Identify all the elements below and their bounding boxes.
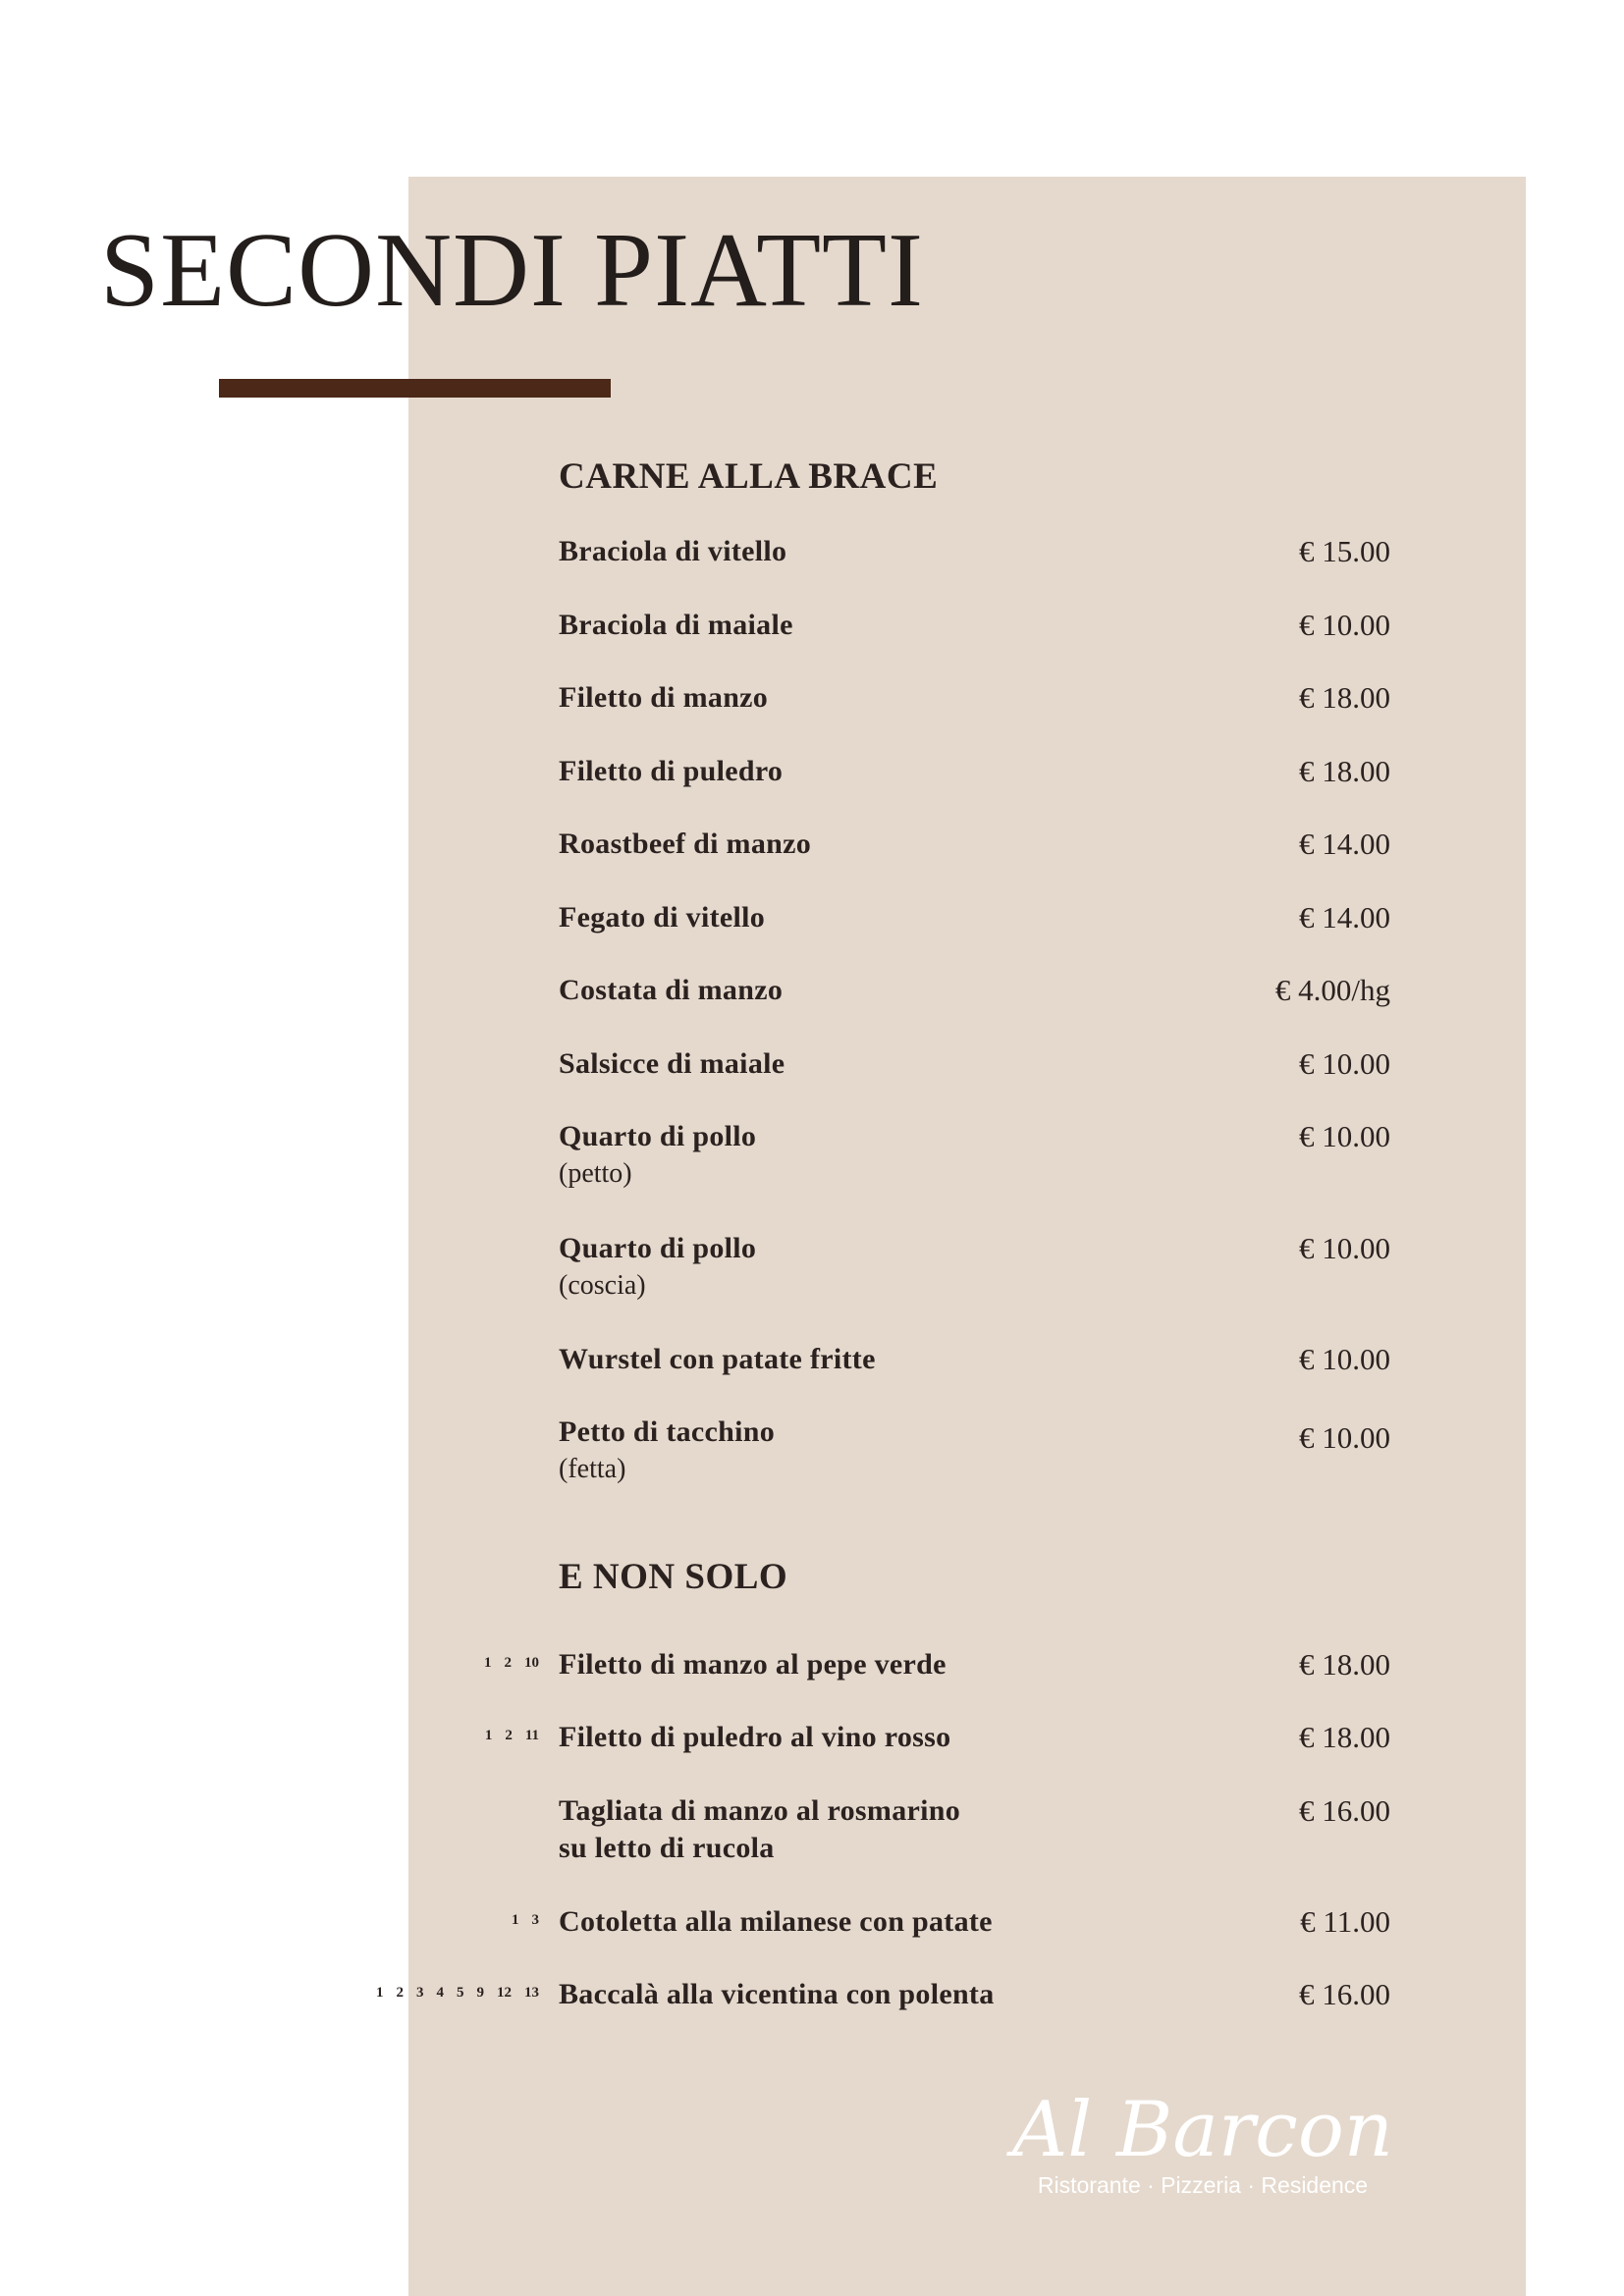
allergen-codes [484,1653,539,1673]
item-name: Cotoletta alla milanese con patate [559,1905,993,1938]
item-price: € 10.00 [1299,608,1390,642]
item-name: Roastbeef di manzo [559,828,812,860]
allergen-code: 9 [476,1985,484,2001]
allergen-code: 2 [396,1985,404,2001]
title-underline [219,379,611,398]
item-price: € 10.00 [1299,1119,1390,1153]
menu-item [0,1976,1624,2055]
allergen-code: 4 [436,1985,444,2001]
page-title: SECONDI PIATTI [100,212,924,329]
item-price: € 18.00 [1299,1720,1390,1754]
item-price: € 14.00 [1299,900,1390,934]
item-price: € 4.00/hg [1274,973,1390,1007]
menu-item [0,1118,1624,1197]
item-name: Braciola di maiale [559,609,793,641]
allergen-code: 1 [512,1912,519,1928]
allergen-code: 13 [524,1985,539,2001]
item-name: Braciola di vitello [559,535,787,567]
item-price: € 15.00 [1299,534,1390,568]
item-price: € 10.00 [1299,1420,1390,1455]
item-name: Wurstel con patate fritte [559,1343,876,1375]
allergen-code: 1 [484,1728,493,1743]
item-price: € 10.00 [1299,1046,1390,1081]
item-name: Salsicce di maiale [559,1047,785,1080]
menu-item [0,1792,1624,1871]
item-name: Baccalà alla vicentina con polenta [559,1978,995,2010]
menu-item [0,607,1624,685]
menu-item [0,1719,1624,1797]
allergen-code: 12 [497,1985,512,2001]
item-price: € 14.00 [1299,827,1390,861]
logo-name: Al Barcon [1011,2086,1394,2174]
item-name: Filetto di puledro al vino rosso [559,1721,951,1753]
item-price: € 10.00 [1299,1342,1390,1376]
menu-item [0,753,1624,831]
allergen-code: 3 [531,1912,539,1928]
section-heading-carne-alla-brace: CARNE ALLA BRACE [559,456,939,497]
item-price: € 16.00 [1299,1793,1390,1828]
allergen-code: 1 [376,1985,384,2001]
item-price: € 11.00 [1300,1904,1390,1939]
item-name: Fegato di vitello [559,901,766,934]
menu-item [0,1903,1624,1982]
item-note: (coscia) [559,1270,646,1301]
item-name: Costata di manzo [559,974,784,1006]
allergen-codes [485,1726,539,1745]
logo-tagline: Ristorante · Pizzeria · Residence [1037,2172,1369,2198]
item-note: (petto) [559,1158,632,1189]
item-note: (fetta) [559,1454,626,1484]
menu-item [0,972,1624,1050]
allergen-code: 10 [524,1655,539,1671]
allergen-codes [512,1910,539,1930]
allergen-code: 3 [416,1985,424,2001]
item-price: € 18.00 [1299,680,1390,715]
allergen-codes [376,1983,539,2002]
restaurant-logo [1011,2086,1394,2207]
item-name: Filetto di manzo al pepe verde [559,1648,947,1681]
item-name: Petto di tacchino [559,1415,776,1448]
menu-item [0,826,1624,904]
section-heading-e-non-solo: E NON SOLO [559,1557,788,1597]
item-name: Tagliata di manzo al rosmarino [559,1794,961,1827]
allergen-code: 2 [505,1728,513,1743]
item-name: Filetto di puledro [559,755,784,787]
item-name: Quarto di pollo [559,1232,757,1264]
allergen-code: 5 [457,1985,464,2001]
menu-item [0,1341,1624,1419]
menu-item [0,1230,1624,1308]
item-name: Filetto di manzo [559,681,769,714]
item-price: € 18.00 [1299,1647,1390,1682]
menu-item [0,1045,1624,1124]
item-price: € 18.00 [1299,754,1390,788]
menu-item [0,1646,1624,1725]
allergen-code: 1 [484,1655,492,1671]
allergen-code: 2 [504,1655,512,1671]
item-price: € 16.00 [1299,1977,1390,2011]
menu-item [0,1414,1624,1492]
item-name-line2: su letto di rucola [559,1832,775,1864]
menu-item [0,899,1624,978]
allergen-code: 11 [524,1728,539,1743]
menu-item [0,679,1624,758]
item-name: Quarto di pollo [559,1120,757,1152]
menu-item [0,533,1624,612]
item-price: € 10.00 [1299,1231,1390,1265]
